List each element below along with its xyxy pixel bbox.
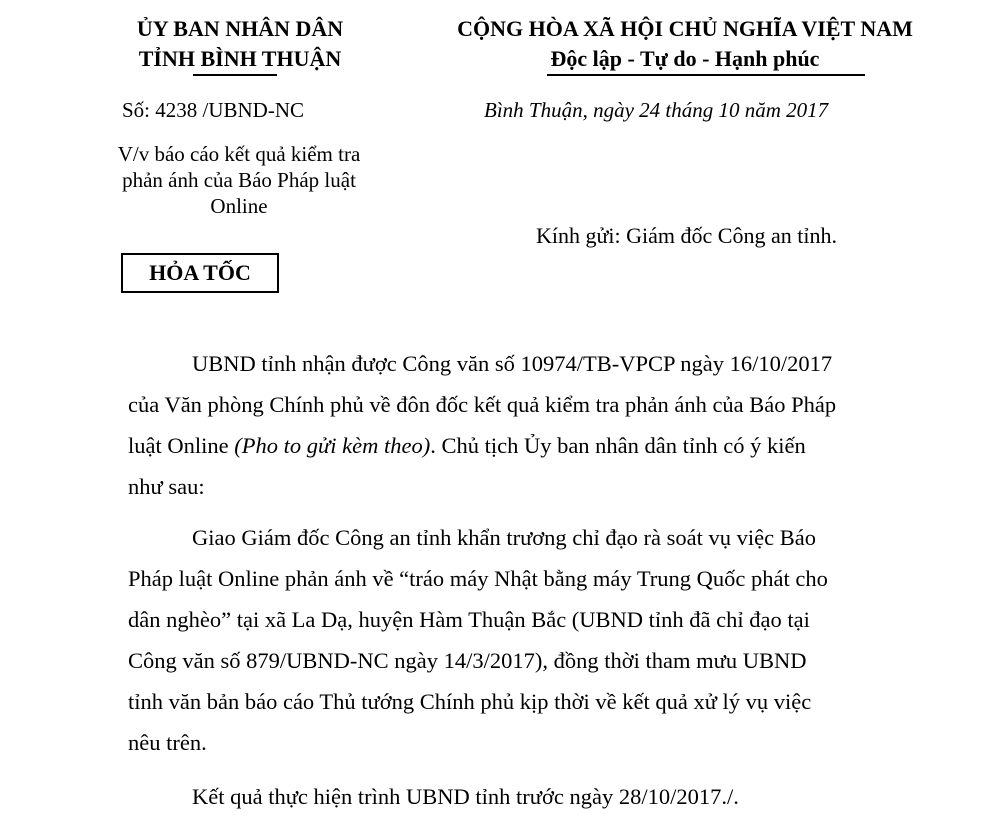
issuer-line1: ỦY BAN NHÂN DÂN: [136, 16, 344, 41]
paragraph-2-line-2: Pháp luật Online phản ánh về “tráo máy Nhật bằng máy Trung Quốc phát cho: [128, 566, 828, 591]
paragraph-2: [128, 517, 938, 763]
place-date: Bình Thuận, ngày 24 tháng 10 năm 2017: [484, 98, 829, 122]
paragraph-2-line-3: dân nghèo” tại xã La Dạ, huyện Hàm Thuận Bắc (UBND tỉnh đã chỉ đạo tại: [128, 607, 810, 632]
nation-motto: Độc lập - Tự do - Hạnh phúc: [550, 46, 820, 71]
paragraph-1-line-4: như sau:: [128, 474, 205, 499]
paragraph-1-line-3: [128, 425, 938, 466]
motto-underline: [547, 74, 865, 76]
urgency-stamp: HỎA TỐC: [121, 253, 279, 293]
paragraph-3: [128, 776, 938, 817]
paragraph-2-line-5: tỉnh văn bản báo cáo Thủ tướng Chính phủ kịp thời về kết quả xử lý vụ việc: [128, 689, 812, 714]
paragraph-2-line-1: Giao Giám đốc Công an tỉnh khẩn trương chỉ đạo rà soát vụ việc Báo: [192, 525, 816, 550]
paragraph-1-line-3a: luật Online: [128, 433, 235, 458]
paragraph-2-line-4: Công văn số 879/UBND-NC ngày 14/3/2017), đồng thời tham mưu UBND: [128, 648, 807, 673]
attachment-note: (Pho to gửi kèm theo): [234, 433, 431, 458]
paragraph-2-line-6: nêu trên.: [128, 730, 207, 755]
recipient: Kính gửi: Giám đốc Công an tỉnh.: [536, 223, 837, 248]
subject-line3: Online: [210, 194, 268, 218]
paragraph-1-line-3c: . Chủ tịch Ủy ban nhân dân tỉnh có ý kiến: [430, 433, 806, 458]
subject-line2: phản ánh của Báo Pháp luật: [122, 168, 356, 192]
subject-line1: V/v báo cáo kết quả kiểm tra: [117, 142, 361, 166]
paragraph-3-line-1: Kết quả thực hiện trình UBND tỉnh trước ngày 28/10/2017./.: [192, 784, 739, 809]
paragraph-1-line-1: UBND tỉnh nhận được Công văn số 10974/TB-VPCP ngày 16/10/2017: [192, 351, 833, 376]
paragraph-1-line-2: của Văn phòng Chính phủ về đôn đốc kết quả kiểm tra phản ánh của Báo Pháp: [128, 392, 837, 417]
doc-number: Số: 4238 /UBND-NC: [122, 98, 305, 122]
nation-title: CỘNG HÒA XÃ HỘI CHỦ NGHĨA VIỆT NAM: [457, 16, 913, 41]
issuer-line2: TỈNH BÌNH THUẬN: [138, 46, 342, 71]
paragraph-1: [128, 343, 938, 507]
issuer-underline: [193, 74, 277, 76]
